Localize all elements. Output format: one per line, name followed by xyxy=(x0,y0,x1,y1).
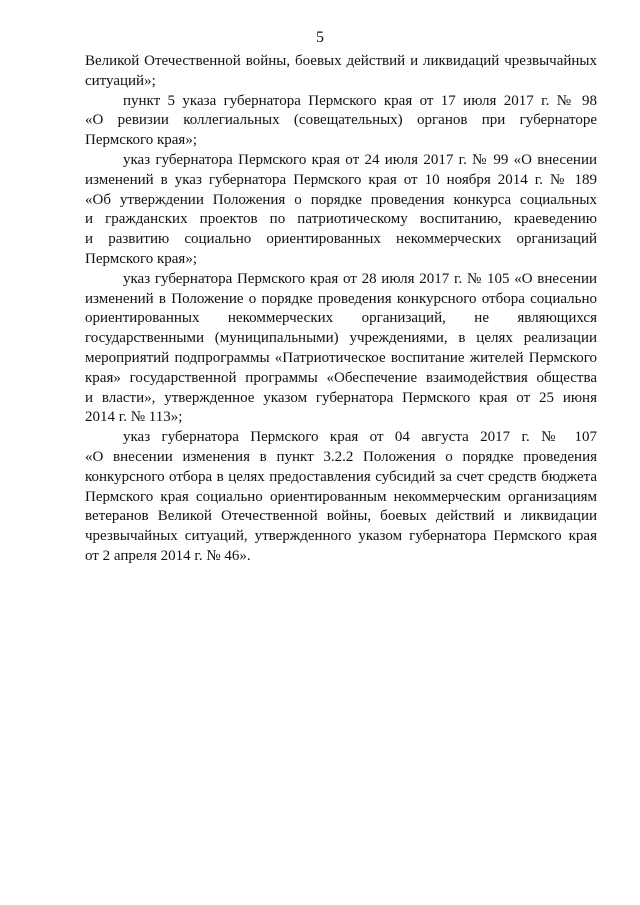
text-line: Пермского края»; xyxy=(85,250,197,267)
text-line: указ губернатора Пермского края от 24 июля 2017 г. № 99 «О внесении xyxy=(123,151,597,168)
text-line: пункт 5 указа губернатора Пермского края от 17 июля 2017 г. № 98 xyxy=(123,92,597,109)
text-line: Пермского края»; xyxy=(85,132,197,149)
text-line: ветеранов Великой Отечественной войны, боевых действий и ликвидации xyxy=(85,508,597,525)
text-line: и гражданских проектов по патриотическому воспитанию, краеведению xyxy=(85,211,597,228)
text-line: края» государственной программы «Обеспечение взаимодействия общества xyxy=(85,369,597,386)
text-line: Великой Отечественной войны, боевых действий и ликвидаций чрезвычайных xyxy=(85,53,597,69)
text-line: от 2 апреля 2014 г. № 46». xyxy=(85,547,251,564)
text-line: ориентированных некоммерческих организаций, не являющихся xyxy=(85,310,597,327)
text-line: Пермского края социально ориентированным некоммерческим организациям xyxy=(85,488,597,505)
text-line: 2014 г. № 113»; xyxy=(85,409,183,426)
text-line: «Об утверждении Положения о порядке проведения конкурса социальных xyxy=(85,191,597,208)
text-line: и власти», утвержденное указом губернатора Пермского края от 25 июня xyxy=(85,389,597,406)
text-line: указ губернатора Пермского края от 28 июля 2017 г. № 105 «О внесении xyxy=(123,270,597,287)
text-line: «О ревизии коллегиальных (совещательных) органов при губернаторе xyxy=(85,112,597,129)
paragraph-decree-item xyxy=(85,428,597,567)
text-line: указ губернатора Пермского края от 04 августа 2017 г. № 107 xyxy=(123,429,597,446)
text-line: чрезвычайных ситуаций, утвержденного указом губернатора Пермского края xyxy=(85,528,597,545)
page-number: 5 xyxy=(316,29,324,46)
text-line: изменений в Положение о порядке проведения конкурсного отбора социально xyxy=(85,290,597,307)
paragraph-continuation xyxy=(85,52,597,92)
document-body xyxy=(85,52,597,567)
text-line: конкурсного отбора в целях предоставления субсидий за счет средств бюджета xyxy=(85,468,597,485)
paragraph-decree-item xyxy=(85,270,597,428)
text-line: мероприятий подпрограммы «Патриотическое воспитание жителей Пермского xyxy=(85,349,597,366)
text-line: государственными (муниципальными) учреждениями, в целях реализации xyxy=(85,330,597,347)
text-line: и развитию социально ориентированных некоммерческих организаций xyxy=(85,231,597,248)
paragraph-decree-item xyxy=(85,92,597,151)
text-line: изменений в указ губернатора Пермского края от 10 ноября 2014 г. № 189 xyxy=(85,171,597,188)
paragraph-decree-item xyxy=(85,151,597,270)
text-line: «О внесении изменения в пункт 3.2.2 Положения о порядке проведения xyxy=(85,448,597,465)
text-line: ситуаций»; xyxy=(85,72,156,89)
